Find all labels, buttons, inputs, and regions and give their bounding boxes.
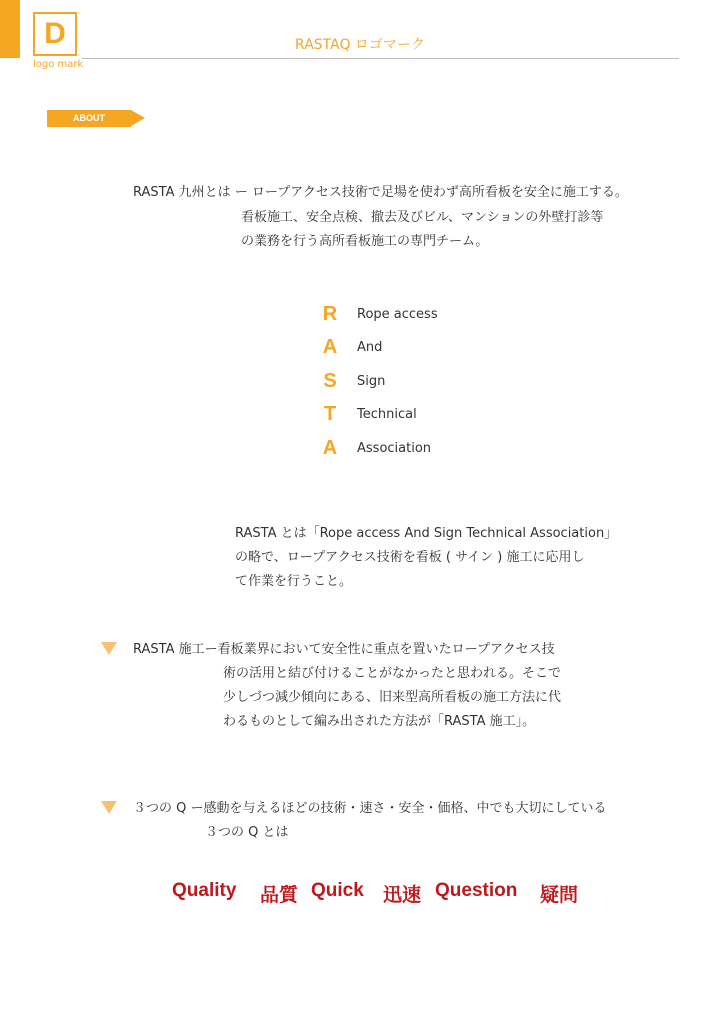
q-word-quick: Quick	[311, 880, 364, 901]
acronym-word-rope-access: Rope access	[357, 307, 438, 322]
logo-caption: logo mark	[33, 59, 84, 70]
definition-line-1: RASTA とは「Rope access And Sign Technical Association」	[235, 526, 618, 541]
section-tag-arrow-icon	[131, 110, 145, 126]
rasta-method-line-4: わるものとして編み出された方法が「RASTA 施工」。	[223, 714, 536, 729]
intro-line-3: の業務を行う高所看板施工の専門チーム。	[241, 234, 489, 249]
three-q-line-1: ３つの Q ー感動を与えるほどの技術・速さ・安全・価格、中でも大切にしている	[133, 801, 607, 816]
q-word-quick-ja: 迅速	[383, 885, 422, 906]
acronym-letter-a: A	[322, 336, 338, 358]
page-title: RASTAQ ロゴマーク	[295, 37, 425, 53]
acronym-letter-a2: A	[322, 437, 338, 459]
rasta-method-line-2: 術の活用と結び付けることがなかったと思われる。そこで	[223, 666, 562, 681]
logo-mark	[33, 12, 77, 56]
q-word-question: Question	[435, 880, 518, 901]
acronym-word-and: And	[357, 340, 383, 355]
intro-line-2: 看板施工、安全点検、撤去及びビル、マンションの外壁打診等	[241, 210, 604, 225]
q-word-quality-ja: 品質	[260, 885, 299, 906]
logo-letter: D	[44, 17, 66, 50]
acronym-word-association: Association	[357, 441, 432, 456]
header-divider	[82, 58, 679, 59]
acronym-letter-s: S	[323, 370, 337, 392]
intro-line-1: RASTA 九州とは ー ロープアクセス技術で足場を使わず高所看板を安全に施工する。	[133, 185, 628, 200]
acronym-letter-t: T	[323, 403, 337, 425]
q-word-question-ja: 疑問	[540, 885, 579, 906]
rasta-method-line-3: 少しづつ減少傾向にある、旧来型高所看板の施工方法に代	[223, 690, 562, 705]
acronym-word-sign: Sign	[357, 374, 386, 389]
bullet-triangle-icon	[101, 642, 117, 655]
section-tag-about: ABOUT	[47, 110, 131, 127]
definition-line-3: て作業を行うこと。	[235, 574, 353, 589]
three-q-line-2: ３つの Q とは	[205, 825, 289, 840]
acronym-word-technical: Technical	[357, 407, 417, 422]
acronym-letter-r: R	[322, 303, 338, 325]
q-word-quality: Quality	[172, 880, 237, 901]
rasta-method-line-1: RASTA 施工ー看板業界において安全性に重点を置いたロープアクセス技	[133, 642, 555, 657]
bullet-triangle-icon	[101, 801, 117, 814]
definition-line-2: の略で、ロープアクセス技術を看板 ( サイン ) 施工に応用し	[235, 550, 585, 565]
header-accent-bar	[0, 0, 20, 58]
